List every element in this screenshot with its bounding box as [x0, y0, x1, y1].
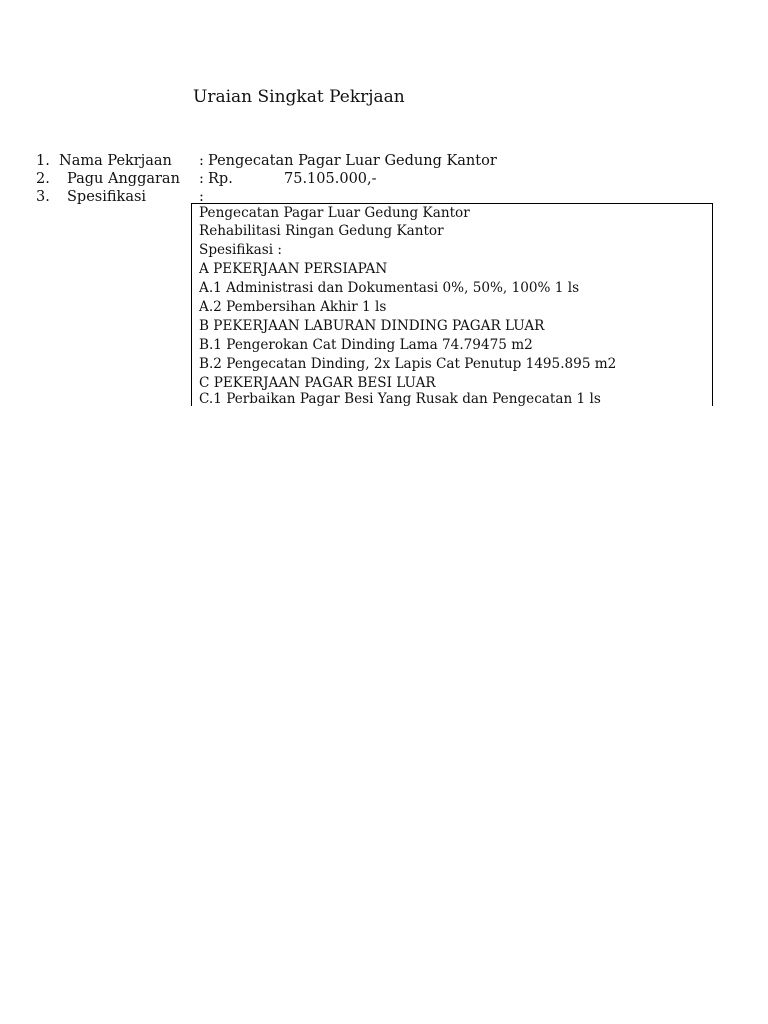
info-number: 3.	[36, 189, 50, 205]
spec-line: C.1 Perbaikan Pagar Besi Yang Rusak dan Pengecatan 1 ls	[199, 391, 601, 406]
spec-line: B.1 Pengerokan Cat Dinding Lama 74.79475 m2	[199, 337, 533, 353]
spec-line: Pengecatan Pagar Luar Gedung Kantor	[199, 205, 470, 221]
spec-line: A.1 Administrasi dan Dokumentasi 0%, 50%, 100% 1 ls	[199, 280, 580, 296]
spec-box	[191, 203, 713, 406]
spec-line: A.2 Pembersihan Akhir 1 ls	[199, 299, 387, 315]
info-label: Pagu Anggaran	[67, 171, 180, 187]
info-label: Nama Pekrjaan	[59, 153, 172, 169]
spec-line: Spesifikasi :	[199, 242, 283, 258]
info-separator: :	[199, 189, 204, 205]
spec-line: C PEKERJAAN PAGAR BESI LUAR	[199, 375, 436, 391]
spec-line: B.2 Pengecatan Dinding, 2x Lapis Cat Penutup 1495.895 m2	[199, 356, 617, 372]
info-number: 2.	[36, 171, 50, 187]
currency-label: Rp.	[208, 171, 233, 187]
info-separator: :	[199, 171, 204, 187]
info-row-pagu-anggaran	[0, 170, 768, 188]
info-separator: :	[199, 153, 204, 169]
info-value: Pengecatan Pagar Luar Gedung Kantor	[208, 153, 497, 169]
info-label: Spesifikasi	[67, 189, 147, 205]
spec-line: B PEKERJAAN LABURAN DINDING PAGAR LUAR	[199, 318, 545, 334]
page-title: Uraian Singkat Pekrjaan	[193, 87, 405, 107]
spec-line: A PEKERJAAN PERSIAPAN	[199, 261, 388, 277]
budget-amount: 75.105.000,-	[284, 171, 377, 187]
info-row-nama-pekerjaan	[0, 152, 768, 170]
spec-line: Rehabilitasi Ringan Gedung Kantor	[199, 223, 444, 239]
info-number: 1.	[36, 153, 50, 169]
